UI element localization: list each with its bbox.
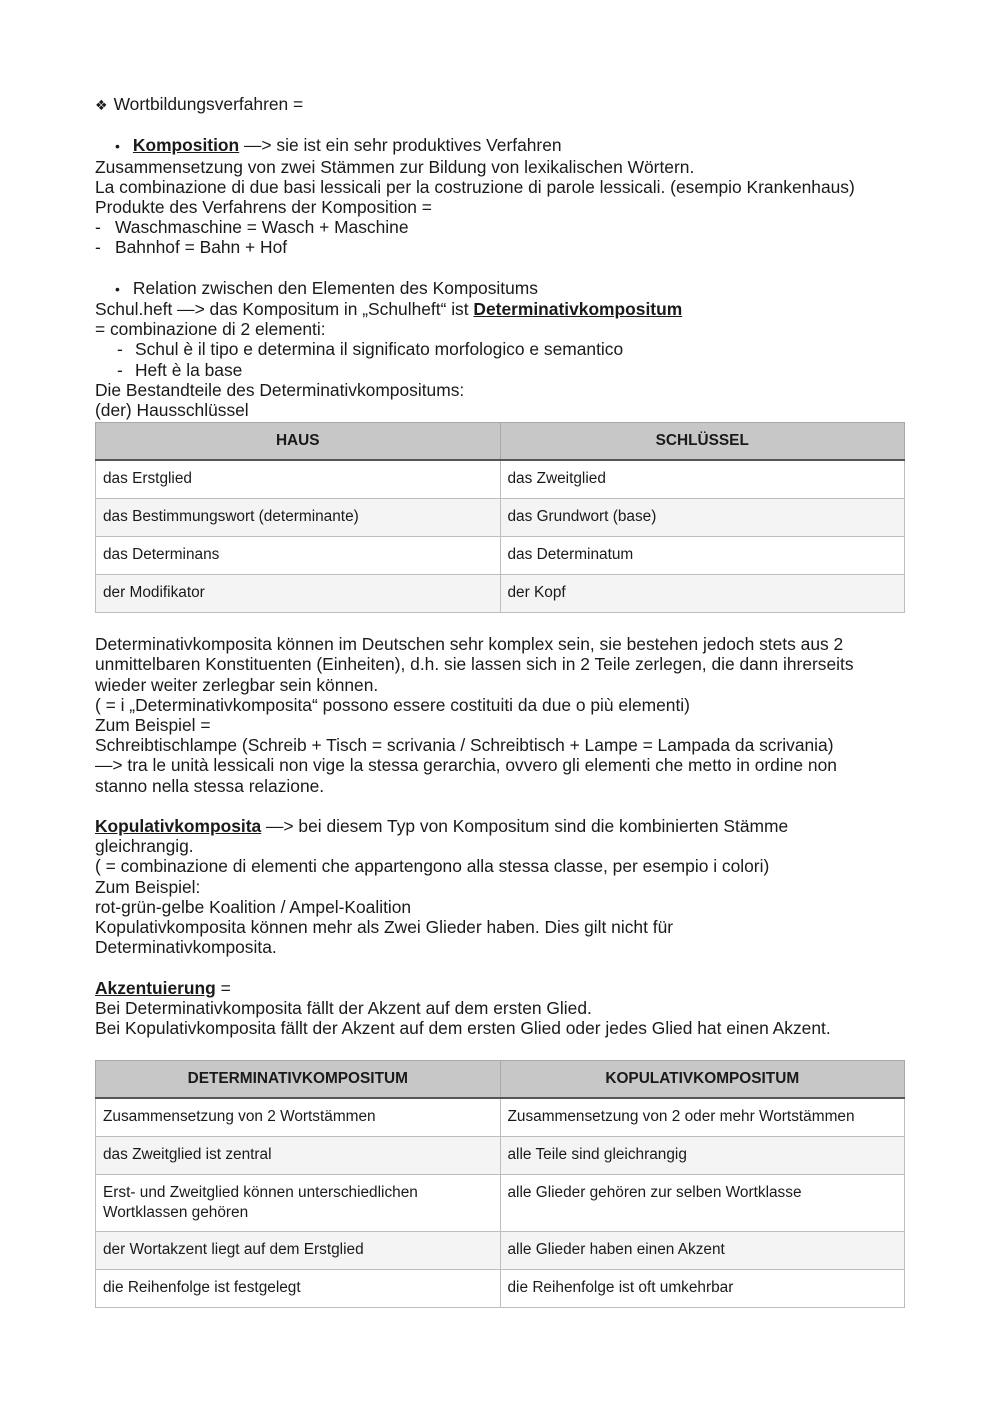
text-line: Produkte des Verfahrens der Komposition =	[95, 197, 432, 217]
table-cell: Zusammensetzung von 2 Wortstämmen	[96, 1098, 501, 1137]
table-cell: das Erstglied	[96, 460, 501, 499]
text-line: Zum Beispiel:	[95, 876, 201, 897]
text-line: Determinativkomposita können im Deutschen sehr komplex sein, sie bestehen jedoch stets aus 2	[95, 634, 844, 655]
text-line: Akzentuierung =	[95, 977, 231, 998]
table-header-cell: HAUS	[96, 423, 501, 461]
table-cell: der Modifikator	[96, 575, 501, 613]
table-cell: alle Teile sind gleichrangig	[500, 1137, 905, 1175]
table-header-cell: DETERMINATIVKOMPOSITUM	[96, 1061, 501, 1099]
section-heading: ❖ Wortbildungsverfahren =	[95, 94, 304, 114]
table-cell: der Kopf	[500, 575, 905, 613]
table-cell: Zusammensetzung von 2 oder mehr Wortstämmen	[500, 1098, 905, 1137]
table-cell: die Reihenfolge ist festgelegt	[96, 1270, 501, 1308]
kopulativ-term: Kopulativkomposita	[95, 816, 262, 837]
table-cell: das Zweitglied ist zentral	[96, 1137, 501, 1175]
komposition-term: Komposition	[132, 135, 240, 156]
text-line: Determinativkomposita.	[95, 937, 277, 958]
komposition-bullet: • Komposition —> sie ist ein sehr produktives Verfahren	[115, 135, 562, 156]
table-cell: das Grundwort (base)	[500, 499, 905, 537]
table-cell: das Determinatum	[500, 537, 905, 575]
table-cell: alle Glieder haben einen Akzent	[500, 1232, 905, 1270]
dash-item: - Waschmaschine = Wasch + Maschine	[95, 217, 409, 238]
text-line: ( = combinazione di elementi che appartengono alla stessa classe, per esempio i colori)	[95, 856, 770, 877]
dash-item: - Bahnhof = Bahn + Hof	[95, 237, 288, 258]
text-line: Die Bestandteile des Determinativkompositums:	[95, 379, 465, 400]
table-row	[96, 1098, 905, 1137]
text-line: Kopulativkomposita können mehr als Zwei Glieder haben. Dies gilt nicht für	[95, 917, 674, 938]
table-row	[96, 460, 905, 499]
determinativ-term: Determinativkompositum	[473, 299, 683, 319]
table-row	[96, 1137, 905, 1175]
text-line: unmittelbaren Konstituenten (Einheiten), d.h. sie lassen sich in 2 Teile zerlegen, die dann ihrerseits	[95, 654, 854, 675]
table-cell: das Bestimmungswort (determinante)	[96, 499, 501, 537]
dash-item: - Heft è la base	[117, 359, 243, 380]
text-line: gleichrangig.	[95, 836, 194, 857]
text-line: wieder weiter zerlegbar sein können.	[95, 674, 379, 695]
text-line: Zusammensetzung von zwei Stämmen zur Bildung von lexikalischen Wörtern.	[95, 156, 695, 177]
table-row	[96, 1175, 905, 1232]
document-page	[95, 94, 910, 1308]
akzent-term: Akzentuierung	[95, 977, 216, 998]
text-line: = combinazione di 2 elementi:	[95, 319, 326, 340]
table-row	[96, 537, 905, 575]
text-line: Kopulativkomposita —> bei diesem Typ von Kompositum sind die kombinierten Stämme	[95, 816, 789, 837]
bullet-icon: •	[115, 138, 120, 155]
text-line: Bei Kopulativkomposita fällt der Akzent auf dem ersten Glied oder jedes Glied hat einen Akzent.	[95, 1018, 831, 1039]
table-header-row	[96, 423, 905, 461]
table-cell: Erst- und Zweitglied können unterschiedlichen Wortklassen gehören	[96, 1175, 501, 1232]
text-line: Zum Beispiel =	[95, 715, 211, 736]
table-cell: das Zweitglied	[500, 460, 905, 499]
text-line: ( = i „Determinativkomposita“ possono essere costituiti da due o più elementi)	[95, 694, 690, 715]
table-header-cell: SCHLÜSSEL	[500, 423, 905, 461]
dash-item: - Schul è il tipo e determina il significato morfologico e semantico	[117, 339, 624, 360]
comparison-table	[95, 1060, 905, 1308]
table-cell: der Wortakzent liegt auf dem Erstglied	[96, 1232, 501, 1270]
text-line: Bei Determinativkomposita fällt der Akzent auf dem ersten Glied.	[95, 997, 592, 1018]
table-header-cell: KOPULATIVKOMPOSITUM	[500, 1061, 905, 1099]
table-cell: die Reihenfolge ist oft umkehrbar	[500, 1270, 905, 1308]
text-line: (der) Hausschlüssel	[95, 400, 249, 421]
text-line: Schul.heft —> das Kompositum in „Schulheft“ ist Determinativkompositum	[95, 299, 683, 319]
table-row	[96, 499, 905, 537]
table-row	[96, 575, 905, 613]
text-line: Schreibtischlampe (Schreib + Tisch = scrivania / Schreibtisch + Lampe = Lampada da scrivania)	[95, 735, 834, 756]
text-line: rot-grün-gelbe Koalition / Ampel-Koalition	[95, 896, 412, 917]
table-row	[96, 1232, 905, 1270]
text-line: La combinazione di due basi lessicali per la costruzione di parole lessicali. (esempio Krankenhaus)	[95, 176, 855, 197]
text-line: —> tra le unità lessicali non vige la stessa gerarchia, ovvero gli elementi che metto in ordine non	[95, 755, 837, 776]
bestandteile-table	[95, 422, 905, 613]
table-cell: alle Glieder gehören zur selben Wortklasse	[500, 1175, 905, 1232]
bullet-icon: •	[115, 280, 120, 297]
relation-bullet: • Relation zwischen den Elementen des Kompositums	[115, 277, 538, 298]
text-line: stanno nella stessa relazione.	[95, 775, 325, 796]
table-row	[96, 1270, 905, 1308]
table-header-row	[96, 1061, 905, 1099]
table-cell: das Determinans	[96, 537, 501, 575]
diamond-bullet-icon: ❖	[95, 97, 108, 113]
